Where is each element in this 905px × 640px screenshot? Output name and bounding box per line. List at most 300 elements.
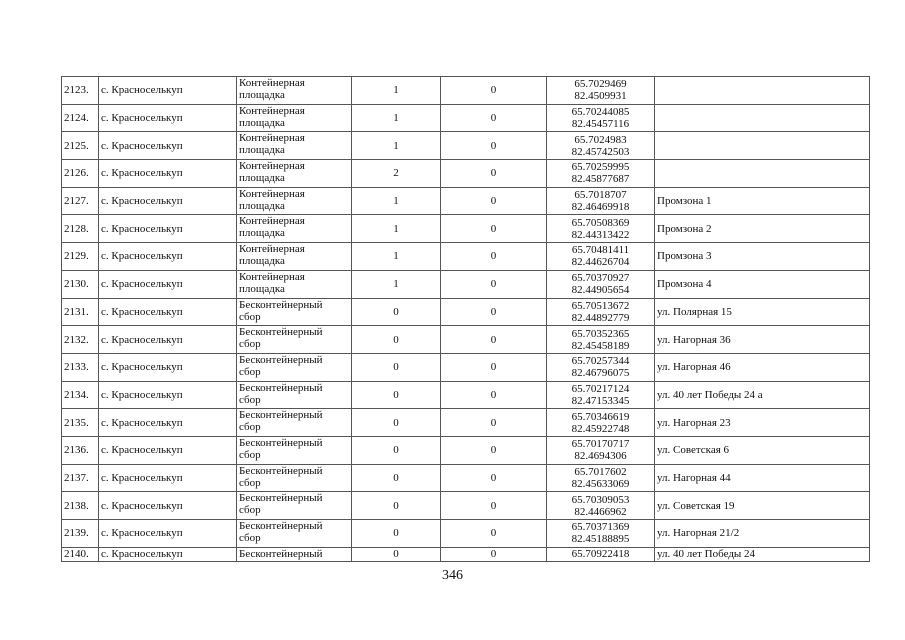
- zero-count-cell-text: 0: [490, 388, 497, 401]
- count-cell-text: 1: [393, 84, 399, 97]
- coordinates-cell: [547, 409, 655, 437]
- village-cell: [99, 464, 237, 492]
- coordinates-cell: [547, 132, 655, 160]
- village-cell: [99, 520, 237, 548]
- coordinates-cell-text: 65.70257344: [571, 355, 630, 368]
- zero-count-cell: [441, 353, 547, 381]
- count-cell: [352, 187, 441, 215]
- zero-count-cell-text: 0: [490, 444, 497, 457]
- type-cell-text: сбор: [239, 365, 261, 378]
- row-number: [62, 492, 99, 520]
- village-cell: [99, 160, 237, 188]
- row-number: [62, 520, 99, 548]
- row-number-text: 2138.: [64, 499, 89, 512]
- coordinates-cell: [547, 381, 655, 409]
- row-number-text: 2135.: [64, 416, 89, 429]
- count-cell-text: 1: [393, 112, 399, 125]
- row-number: [62, 77, 99, 105]
- coordinates-cell: [547, 215, 655, 243]
- village-cell-text: с. Красноселькуп: [101, 361, 183, 374]
- coordinates-cell-text: 82.45742503: [571, 145, 630, 158]
- row-number-text: 2128.: [64, 222, 89, 235]
- village-cell-text: с. Красноселькуп: [101, 499, 183, 512]
- count-cell-text: 0: [393, 471, 399, 484]
- type-cell: [237, 409, 352, 437]
- table-row: [62, 353, 870, 381]
- type-cell-text: Бесконтейнерный: [239, 298, 323, 311]
- count-cell-text: 1: [393, 139, 399, 152]
- address-cell-text: ул. Полярная 15: [657, 305, 732, 318]
- type-cell: [237, 436, 352, 464]
- coordinates-cell-text: 82.4694306: [574, 450, 627, 463]
- coordinates-cell: [547, 243, 655, 271]
- count-cell-text: 0: [393, 305, 399, 318]
- village-cell: [99, 547, 237, 561]
- row-number: [62, 298, 99, 326]
- zero-count-cell-text: 0: [490, 333, 497, 346]
- count-cell-text: 0: [393, 499, 399, 512]
- address-cell-text: ул. Нагорная 36: [657, 333, 731, 346]
- table-row: [62, 436, 870, 464]
- coordinates-cell-text: 82.44892779: [571, 311, 630, 324]
- count-cell: [352, 436, 441, 464]
- type-cell-text: Контейнерная: [239, 187, 305, 200]
- village-cell-text: с. Красноселькуп: [101, 305, 183, 318]
- village-cell: [99, 409, 237, 437]
- row-number: [62, 215, 99, 243]
- type-cell-text: Контейнерная: [239, 104, 305, 117]
- type-cell-text: Контейнерная: [239, 132, 305, 145]
- coordinates-cell-text: 65.70481411: [571, 244, 630, 257]
- row-number-text: 2134.: [64, 388, 89, 401]
- zero-count-cell: [441, 215, 547, 243]
- type-cell-text: площадка: [239, 89, 285, 101]
- type-cell: [237, 492, 352, 520]
- type-cell-text: сбор: [239, 476, 261, 489]
- table-row: [62, 270, 870, 298]
- type-cell: [237, 104, 352, 132]
- village-cell: [99, 298, 237, 326]
- zero-count-cell-text: 0: [490, 547, 497, 560]
- table-row: [62, 243, 870, 271]
- coordinates-cell-text: 65.70170717: [571, 438, 630, 451]
- coordinates-cell-text: 65.70309053: [571, 493, 630, 506]
- address-cell-text: ул. Нагорная 21/2: [657, 527, 740, 540]
- address-cell-text: ул. Нагорная 46: [657, 361, 731, 374]
- village-cell: [99, 243, 237, 271]
- coordinates-cell: [547, 353, 655, 381]
- zero-count-cell-text: 0: [490, 305, 497, 318]
- type-cell-text: Контейнерная: [239, 77, 305, 89]
- table-body: [62, 77, 870, 562]
- zero-count-cell: [441, 326, 547, 354]
- row-number: [62, 132, 99, 160]
- zero-count-cell: [441, 187, 547, 215]
- village-cell: [99, 353, 237, 381]
- type-cell-text: площадка: [239, 144, 285, 157]
- village-cell-text: с. Красноселькуп: [101, 444, 183, 457]
- count-cell-text: 0: [393, 361, 399, 374]
- row-number-text: 2123.: [64, 84, 89, 97]
- count-cell: [352, 104, 441, 132]
- coordinates-cell: [547, 298, 655, 326]
- coordinates-cell-text: 82.45633069: [571, 477, 630, 490]
- count-cell: [352, 160, 441, 188]
- village-cell: [99, 492, 237, 520]
- type-cell-text: Бесконтейнерный: [239, 547, 323, 560]
- zero-count-cell: [441, 492, 547, 520]
- address-cell-text: Промзона 1: [657, 195, 712, 208]
- type-cell-text: площадка: [239, 172, 285, 185]
- zero-count-cell-text: 0: [490, 278, 497, 291]
- table-row: [62, 77, 870, 105]
- type-cell-text: Бесконтейнерный: [239, 520, 323, 532]
- table-row: [62, 160, 870, 188]
- row-number-text: 2133.: [64, 361, 89, 374]
- coordinates-cell-text: 82.44626704: [571, 256, 630, 269]
- row-number: [62, 409, 99, 437]
- zero-count-cell: [441, 381, 547, 409]
- row-number-text: 2130.: [64, 278, 89, 291]
- village-cell-text: с. Красноселькуп: [101, 222, 183, 235]
- coordinates-cell-text: 82.46469918: [571, 201, 630, 214]
- village-cell-text: с. Красноселькуп: [101, 250, 183, 263]
- coordinates-cell-text: 82.45188895: [571, 533, 630, 546]
- coordinates-cell-text: 82.44905654: [571, 284, 630, 297]
- row-number: [62, 243, 99, 271]
- row-number-text: 2139.: [64, 527, 89, 540]
- count-cell: [352, 381, 441, 409]
- count-cell-text: 1: [393, 222, 399, 235]
- type-cell: [237, 298, 352, 326]
- zero-count-cell: [441, 547, 547, 561]
- count-cell-text: 1: [393, 250, 399, 263]
- zero-count-cell: [441, 160, 547, 188]
- coordinates-cell-text: 65.70217124: [571, 382, 630, 395]
- count-cell: [352, 520, 441, 548]
- type-cell: [237, 326, 352, 354]
- zero-count-cell: [441, 270, 547, 298]
- count-cell: [352, 547, 441, 561]
- row-number: [62, 160, 99, 188]
- row-number: [62, 353, 99, 381]
- village-cell: [99, 187, 237, 215]
- coordinates-cell-text: 65.70346619: [571, 410, 630, 423]
- count-cell: [352, 270, 441, 298]
- zero-count-cell: [441, 436, 547, 464]
- address-cell: [655, 298, 870, 326]
- type-cell-text: Контейнерная: [239, 243, 305, 256]
- coordinates-cell: [547, 547, 655, 561]
- count-cell: [352, 492, 441, 520]
- address-cell: [655, 243, 870, 271]
- count-cell-text: 0: [393, 333, 399, 346]
- zero-count-cell: [441, 132, 547, 160]
- count-cell: [352, 326, 441, 354]
- coordinates-cell-text: 82.45877687: [571, 173, 630, 186]
- type-cell-text: Бесконтейнерный: [239, 492, 323, 505]
- table-row: [62, 520, 870, 548]
- coordinates-cell-text: 65.70370927: [571, 272, 630, 285]
- type-cell: [237, 353, 352, 381]
- coordinates-cell-text: 82.47153345: [571, 394, 630, 407]
- type-cell-text: площадка: [239, 255, 285, 268]
- coordinates-cell-text: 82.44313422: [571, 228, 630, 241]
- village-cell-text: с. Красноселькуп: [101, 416, 183, 429]
- address-cell: [655, 104, 870, 132]
- row-number: [62, 381, 99, 409]
- address-cell: [655, 547, 870, 561]
- village-cell: [99, 381, 237, 409]
- address-cell: [655, 520, 870, 548]
- table-row: [62, 492, 870, 520]
- count-cell-text: 0: [393, 444, 399, 457]
- coordinates-cell: [547, 326, 655, 354]
- coordinates-cell-text: 65.70371369: [571, 521, 630, 534]
- count-cell-text: 2: [393, 167, 399, 180]
- coordinates-cell-text: 65.70259995: [571, 161, 630, 174]
- address-cell-text: ул. 40 лет Победы 24 а: [657, 388, 763, 401]
- count-cell-text: 0: [393, 416, 399, 429]
- coordinates-cell-text: 82.45458189: [571, 339, 630, 352]
- row-number-text: 2127.: [64, 195, 89, 208]
- coordinates-cell-text: 65.7018707: [574, 189, 627, 202]
- type-cell-text: Бесконтейнерный: [239, 436, 323, 449]
- type-cell: [237, 77, 352, 105]
- address-cell-text: ул. Советская 19: [657, 499, 735, 512]
- table-row: [62, 326, 870, 354]
- count-cell-text: 1: [393, 278, 399, 291]
- address-cell: [655, 326, 870, 354]
- type-cell-text: сбор: [239, 532, 261, 544]
- table-row: [62, 104, 870, 132]
- table-row: [62, 132, 870, 160]
- address-cell: [655, 492, 870, 520]
- village-cell-text: с. Красноселькуп: [101, 388, 183, 401]
- zero-count-cell: [441, 77, 547, 105]
- coordinates-cell-text: 65.70508369: [571, 216, 630, 229]
- type-cell-text: Бесконтейнерный: [239, 381, 323, 394]
- row-number-text: 2132.: [64, 333, 89, 346]
- village-cell: [99, 77, 237, 105]
- village-cell-text: с. Красноселькуп: [101, 167, 183, 180]
- address-cell-text: ул. Нагорная 44: [657, 471, 731, 484]
- zero-count-cell-text: 0: [490, 499, 497, 512]
- address-cell: [655, 353, 870, 381]
- coordinates-cell-text: 82.46796075: [571, 367, 630, 380]
- zero-count-cell: [441, 298, 547, 326]
- type-cell: [237, 547, 352, 561]
- type-cell-text: площадка: [239, 116, 285, 129]
- table-row: [62, 409, 870, 437]
- table-row: [62, 187, 870, 215]
- address-cell: [655, 409, 870, 437]
- collection-points-table: [61, 76, 870, 562]
- coordinates-cell-text: 82.4509931: [574, 90, 627, 103]
- village-cell-text: с. Красноселькуп: [101, 278, 183, 291]
- row-number: [62, 187, 99, 215]
- address-cell: [655, 132, 870, 160]
- type-cell: [237, 520, 352, 548]
- count-cell: [352, 132, 441, 160]
- village-cell-text: с. Красноселькуп: [101, 547, 183, 560]
- zero-count-cell-text: 0: [490, 471, 497, 484]
- type-cell-text: площадка: [239, 282, 285, 295]
- address-cell: [655, 215, 870, 243]
- table-row: [62, 464, 870, 492]
- zero-count-cell-text: 0: [490, 361, 497, 374]
- address-cell: [655, 160, 870, 188]
- row-number: [62, 104, 99, 132]
- village-cell-text: с. Красноселькуп: [101, 139, 183, 152]
- coordinates-cell-text: 65.70513672: [571, 299, 630, 312]
- type-cell-text: Бесконтейнерный: [239, 464, 323, 477]
- row-number-text: 2137.: [64, 471, 89, 484]
- village-cell-text: с. Красноселькуп: [101, 195, 183, 208]
- zero-count-cell-text: 0: [490, 112, 497, 125]
- count-cell-text: 0: [393, 388, 399, 401]
- type-cell-text: Контейнерная: [239, 215, 305, 228]
- type-cell-text: Контейнерная: [239, 160, 305, 173]
- type-cell: [237, 187, 352, 215]
- table-row: [62, 547, 870, 561]
- count-cell: [352, 243, 441, 271]
- zero-count-cell-text: 0: [490, 527, 497, 540]
- coordinates-cell-text: 65.70244085: [571, 106, 630, 119]
- row-number: [62, 436, 99, 464]
- zero-count-cell: [441, 243, 547, 271]
- village-cell: [99, 326, 237, 354]
- address-cell: [655, 464, 870, 492]
- coordinates-cell: [547, 270, 655, 298]
- coordinates-cell: [547, 104, 655, 132]
- type-cell-text: Бесконтейнерный: [239, 409, 323, 422]
- type-cell: [237, 243, 352, 271]
- type-cell: [237, 464, 352, 492]
- coordinates-cell-text: 82.45922748: [571, 422, 630, 435]
- village-cell-text: с. Красноселькуп: [101, 112, 183, 125]
- coordinates-cell-text: 65.7017602: [574, 465, 627, 478]
- count-cell-text: 1: [393, 195, 399, 208]
- coordinates-cell: [547, 464, 655, 492]
- village-cell-text: с. Красноселькуп: [101, 84, 183, 97]
- type-cell-text: сбор: [239, 504, 261, 517]
- count-cell-text: 0: [393, 547, 399, 560]
- address-cell: [655, 187, 870, 215]
- coordinates-cell-text: 65.70352365: [571, 327, 630, 340]
- coordinates-cell: [547, 160, 655, 188]
- row-number-text: 2129.: [64, 250, 89, 263]
- count-cell: [352, 353, 441, 381]
- type-cell-text: площадка: [239, 227, 285, 240]
- type-cell: [237, 132, 352, 160]
- table-row: [62, 298, 870, 326]
- zero-count-cell-text: 0: [490, 84, 497, 97]
- village-cell: [99, 436, 237, 464]
- type-cell-text: сбор: [239, 310, 261, 323]
- address-cell-text: ул. Советская 6: [657, 444, 730, 457]
- address-cell: [655, 436, 870, 464]
- coordinates-cell-text: 82.45457116: [571, 118, 630, 131]
- village-cell-text: с. Красноселькуп: [101, 333, 183, 346]
- type-cell-text: Бесконтейнерный: [239, 353, 323, 366]
- address-cell-text: Промзона 4: [657, 278, 712, 291]
- type-cell-text: площадка: [239, 199, 285, 212]
- row-number-text: 2140.: [64, 547, 89, 560]
- village-cell-text: с. Красноселькуп: [101, 527, 183, 540]
- zero-count-cell: [441, 409, 547, 437]
- type-cell-text: сбор: [239, 448, 261, 461]
- type-cell: [237, 270, 352, 298]
- table-row: [62, 381, 870, 409]
- count-cell: [352, 298, 441, 326]
- row-number: [62, 464, 99, 492]
- address-cell: [655, 77, 870, 105]
- row-number: [62, 326, 99, 354]
- village-cell: [99, 132, 237, 160]
- count-cell: [352, 464, 441, 492]
- coordinates-cell-text: 82.4466962: [574, 505, 627, 518]
- address-cell-text: Промзона 2: [657, 222, 712, 235]
- row-number: [62, 270, 99, 298]
- address-cell: [655, 381, 870, 409]
- address-cell-text: ул. Нагорная 23: [657, 416, 731, 429]
- type-cell-text: Контейнерная: [239, 270, 305, 283]
- type-cell-text: сбор: [239, 421, 261, 434]
- village-cell: [99, 270, 237, 298]
- zero-count-cell-text: 0: [490, 167, 497, 180]
- zero-count-cell: [441, 464, 547, 492]
- row-number-text: 2124.: [64, 112, 89, 125]
- row-number: [62, 547, 99, 561]
- zero-count-cell-text: 0: [490, 195, 497, 208]
- type-cell: [237, 215, 352, 243]
- page-number: 346: [442, 568, 463, 583]
- count-cell: [352, 409, 441, 437]
- coordinates-cell: [547, 77, 655, 105]
- coordinates-cell-text: 65.70922418: [571, 547, 630, 560]
- coordinates-cell: [547, 520, 655, 548]
- address-cell-text: Промзона 3: [657, 250, 712, 263]
- count-cell: [352, 77, 441, 105]
- address-cell: [655, 270, 870, 298]
- coordinates-cell-text: 65.7024983: [574, 133, 627, 146]
- coordinates-cell-text: 65.7029469: [574, 78, 627, 91]
- zero-count-cell: [441, 104, 547, 132]
- coordinates-cell: [547, 187, 655, 215]
- count-cell-text: 0: [393, 527, 399, 540]
- zero-count-cell-text: 0: [490, 222, 497, 235]
- village-cell: [99, 104, 237, 132]
- count-cell: [352, 215, 441, 243]
- row-number-text: 2126.: [64, 167, 89, 180]
- zero-count-cell-text: 0: [490, 416, 497, 429]
- village-cell-text: с. Красноселькуп: [101, 471, 183, 484]
- type-cell-text: Бесконтейнерный: [239, 326, 323, 339]
- row-number-text: 2131.: [64, 305, 89, 318]
- zero-count-cell: [441, 520, 547, 548]
- address-cell-text: ул. 40 лет Победы 24: [657, 547, 756, 560]
- coordinates-cell: [547, 492, 655, 520]
- type-cell: [237, 160, 352, 188]
- table-row: [62, 215, 870, 243]
- type-cell-text: сбор: [239, 393, 261, 406]
- row-number-text: 2136.: [64, 444, 89, 457]
- zero-count-cell-text: 0: [490, 250, 497, 263]
- village-cell: [99, 215, 237, 243]
- type-cell: [237, 381, 352, 409]
- zero-count-cell-text: 0: [490, 139, 497, 152]
